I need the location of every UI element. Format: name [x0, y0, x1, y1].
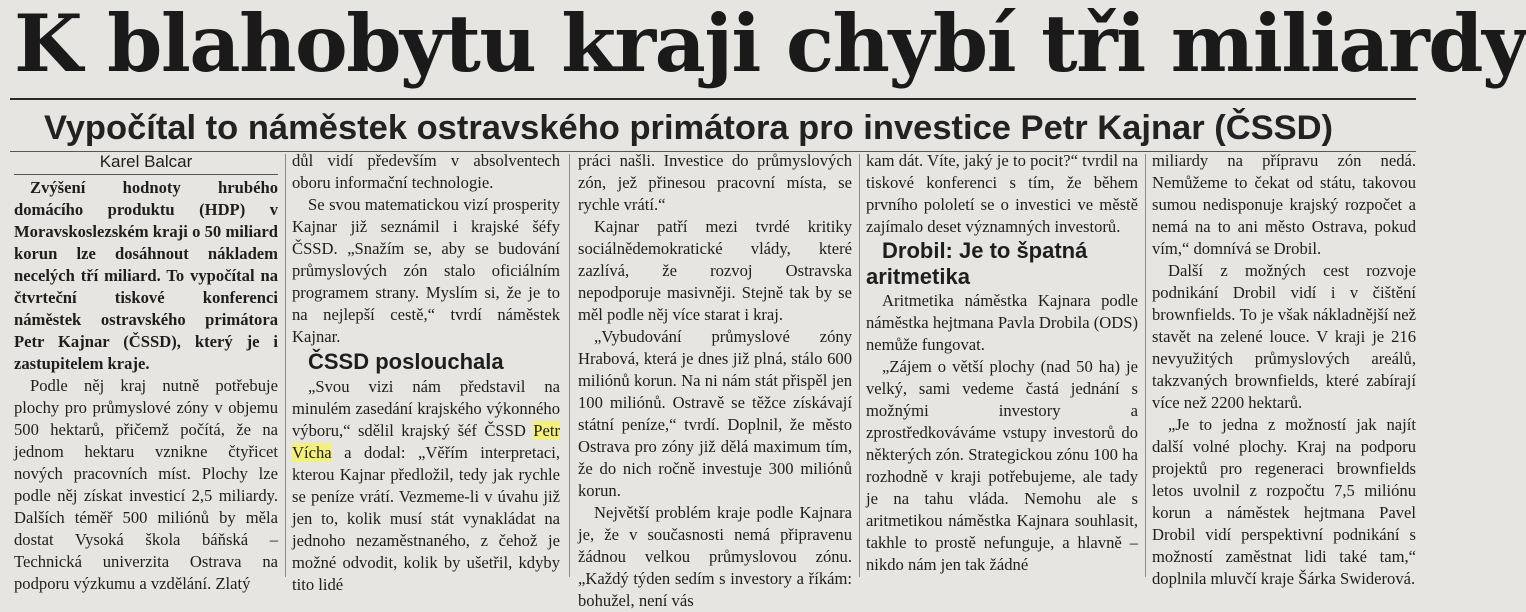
- paragraph: Kajnar patří mezi tvrdé kritiky sociálnědemokratické vlády, které zazlívá, že rozvoj Ostravska nepodporuje masivněji. Stejně tak by se měl podle něj více starat i kraj.: [578, 217, 852, 324]
- section-subtitle: ČSSD poslouchala: [308, 349, 504, 374]
- paragraph: důl vidí především v absolventech oboru informační technologie.: [292, 151, 560, 192]
- column-divider: [859, 154, 860, 577]
- headline: K blahobytu kraji chybí tři miliardy: [14, 0, 1526, 90]
- section-subtitle: Drobil: Je to špatná aritmetika: [866, 238, 1088, 289]
- column-divider: [569, 154, 570, 577]
- column-4: [866, 150, 1138, 577]
- column-divider: [1145, 154, 1146, 577]
- paragraph: Největší problém kraje podle Kajnara je, že v současnosti nemá připravenu žádnou velkou průmyslovou zónu. „Každý týden sedím s investory a říkám: bohužel, není vás: [578, 503, 852, 610]
- quote-text-continued: a dodal: „Věřím interpretaci, kterou Kajnar předložil, tedy jak rychle se peníze vrátí. Vezmeme-li v úvahu již jen to, kolik musí stát vynakládat na jednoho nezaměstnaného, z čehož je možné odvodit, kolik by ušetřil, kdyby tito lidé: [292, 443, 560, 594]
- paragraph: Aritmetika náměstka Kajnara podle náměstka hejtmana Pavla Drobila (ODS) nemůže fungovat.: [866, 291, 1138, 354]
- lead-paragraph: Zvýšení hodnoty hrubého domácího produktu (HDP) v Moravskoslezském kraji o 50 miliard korun lze dosáhnout nákladem necelých tří miliard. To vypočítal na čtvrteční tiskové konferenci náměstek ostravského primátora Petr Kajnar (ČSSD), který je i zastupitelem kraje.: [14, 178, 278, 373]
- headline-rule: [10, 98, 1416, 100]
- author-byline: Karel Balcar: [14, 150, 278, 175]
- paragraph: práci našli. Investice do průmyslových zón, jež přinesou pracovní místa, se rychle vrátí.“: [578, 151, 852, 214]
- paragraph: „Je to jedna z možností jak najít další volné plochy. Kraj na podporu projektů pro regeneraci brownfields letos uvolnil z rozpočtu 7,5 miliónu korun a náměstek hejtmana Pavel Drobil vidí perspektivní podnikání s možností zaměstnat lidi také tam,“ doplnila mluvčí kraje Šárka Swiderová.: [1152, 415, 1416, 588]
- quote-text: „Svou vizi nám představil na minulém zasedání krajského výkonného výboru,“ sdělil krajský šéf ČSSD: [292, 377, 560, 440]
- column-divider: [285, 154, 286, 577]
- column-1: [14, 150, 278, 593]
- column-3: [578, 150, 852, 610]
- paragraph: Podle něj kraj nutně potřebuje plochy pro průmyslové zóny v objemu 500 hektarů, přičemž počítá, že na jednom hektaru vznikne čtyřicet nových pracovních míst. Plochy lze podle něj získat investicí 2,5 miliardy. Dalších téměř 500 miliónů by měla dostat Vysoká škola báňská – Technická univerzita Ostrava na podporu výzkumu a vzdělání. Zlatý: [14, 376, 278, 593]
- paragraph: „Zájem o větší plochy (nad 50 ha) je velký, sami vedeme častá jednání s možnými investory a zprostředkováváme vstupy investorů do některých zón. Strategickou zónu 100 ha rozhodně v kraji potřebujeme, ale tady je na tahu vláda. Nemohu ale s aritmetikou náměstka Kajnara souhlasit, takhle to prostě nefunguje, a hlavně – nikdo nám jen tak žádné: [866, 357, 1138, 574]
- paragraph: kam dát. Víte, jaký je to pocit?“ tvrdil na tiskové konferenci s tím, že během prvního pololetí se o investici ve městě zajímalo deset významných investorů.: [866, 151, 1138, 236]
- column-5: [1152, 150, 1416, 588]
- paragraph: Další z možných cest rozvoje podnikání Drobil vidí i v čištění brownfields. To je však nákladnější než stavět na zelené louce. V kraji je 216 nevyužitých průmyslových areálů, takzvaných brownfields, které zabírají více než 2200 hektarů.: [1152, 261, 1416, 412]
- paragraph: [292, 376, 560, 596]
- subheadline: Vypočítal to náměstek ostravského primátora pro investice Petr Kajnar (ČSSD): [44, 109, 1334, 147]
- paragraph: miliardy na přípravu zón nedá. Nemůžeme to čekat od státu, takovou sumou nedisponuje krajský rozpočet a nemá na to ani město Ostrava, pokud vím,“ domnívá se Drobil.: [1152, 151, 1416, 258]
- column-2: [292, 150, 560, 594]
- highlighted-name: Petr Vícha: [292, 421, 560, 462]
- paragraph: „Vybudování průmyslové zóny Hrabová, která je dnes již plná, stálo 600 miliónů korun. Na ni nám stát přispěl jen 100 miliónů. Ostravě se těžce získávají státní peníze,“ tvrdí. Doplnil, že město Ostrava pro zóny již dělá maximum tím, že do nich ročně investuje 300 miliónů korun.: [578, 327, 852, 500]
- paragraph: Se svou matematickou vizí prosperity Kajnar již seznámil i krajské šéfy ČSSD. „Snažím se, aby se budování průmyslových zón stalo oficiálním programem strany. Myslím si, že je to na nejlepší cestě,“ tvrdí náměstek Kajnar.: [292, 195, 560, 346]
